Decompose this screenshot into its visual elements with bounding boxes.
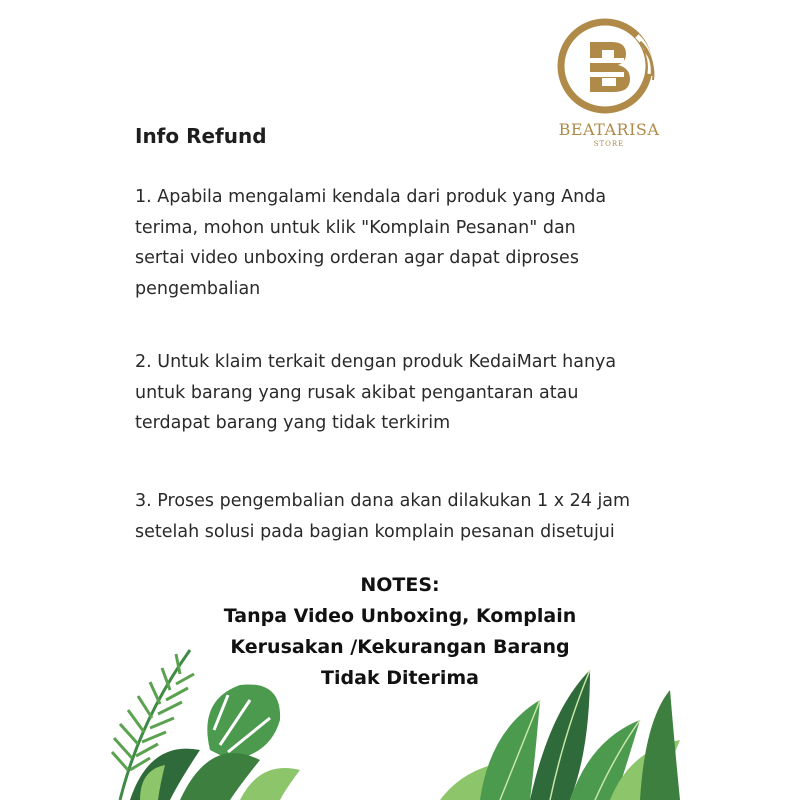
- paragraph-line: pengembalian: [135, 278, 261, 299]
- brand-logo: [552, 14, 666, 154]
- paragraph-line: 3. Proses pengembalian dana akan dilakukan 1 x 24 jam: [135, 491, 631, 511]
- paragraph-line: 1. Apabila mengalami kendala dari produk yang Anda: [135, 187, 607, 207]
- paragraph-line: setelah solusi pada bagian komplain pesanan disetujui: [135, 521, 615, 542]
- paragraph-line: 2. Untuk klaim terkait dengan produk KedaiMart hanya: [135, 352, 617, 372]
- refund-step-3: [135, 486, 695, 547]
- notes-line: Tidak Diterima: [321, 667, 479, 689]
- page-title: Info Refund: [135, 124, 267, 148]
- paragraph-line: sertai video unboxing orderan agar dapat diproses: [135, 248, 579, 268]
- notes-line: Tanpa Video Unboxing, Komplain: [223, 605, 577, 627]
- brand-name: BEATARISA: [558, 120, 660, 139]
- refund-step-2: [135, 347, 695, 439]
- paragraph-line: terima, mohon untuk klik "Komplain Pesanan" dan: [135, 217, 576, 238]
- leaf-decoration-right-icon: [440, 660, 690, 800]
- paragraph-line: terdapat barang yang tidak terkirim: [135, 413, 451, 433]
- brand-subtitle: STORE: [593, 140, 625, 148]
- paragraph-line: untuk barang yang rusak akibat pengantaran atau: [135, 382, 579, 403]
- brand-logo-icon: [552, 14, 666, 118]
- leaf-decoration-left-icon: [110, 640, 310, 800]
- refund-step-1: [135, 182, 695, 304]
- notes-heading: NOTES:: [360, 574, 440, 596]
- notes-line: Kerusakan /Kekurangan Barang: [230, 636, 570, 658]
